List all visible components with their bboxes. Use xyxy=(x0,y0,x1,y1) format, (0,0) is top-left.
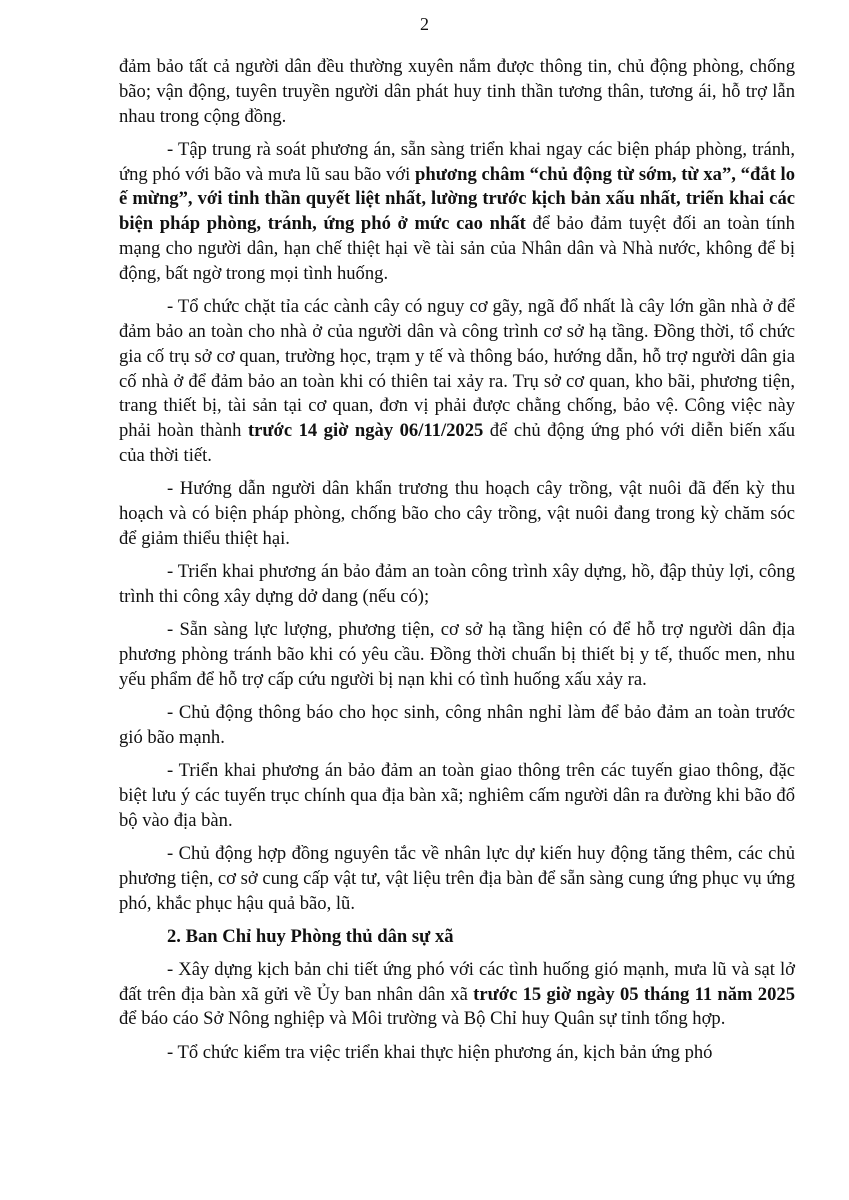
text-run: - Hướng dẫn người dân khẩn trương thu hoạch cây trồng, vật nuôi đã đến kỳ thu hoạch và có biện pháp phòng, chống bão cho cây trồng, vật nuôi đang trong kỳ chăm sóc để giảm thiểu thiệt hại. xyxy=(119,478,795,549)
text-run: - Chủ động hợp đồng nguyên tắc về nhân lực dự kiến huy động tăng thêm, các chủ phương tiện, cơ sở cung cấp vật tư, vật liệu trên địa bàn để sẵn sàng cung ứng phục vụ ứng phó, khắc phục hậu quả bão, lũ. xyxy=(119,843,796,914)
paragraph xyxy=(119,701,795,751)
bold-text-run: trước 15 giờ ngày 05 tháng 11 năm 2025 xyxy=(473,983,795,1005)
text-run: để chủ động ứng phó với diễn biến xấu của thời tiết. xyxy=(119,420,796,466)
text-run: - Tập trung rà soát phương án, sẵn sàng triển khai ngay các biện pháp phòng, tránh, ứng phó với bão và mưa lũ sau bão với xyxy=(119,138,795,185)
paragraph xyxy=(119,842,795,916)
paragraph xyxy=(119,138,795,287)
text-run: - Tổ chức kiểm tra việc triển khai thực hiện phương án, kịch bản ứng phó xyxy=(167,1041,713,1063)
paragraph xyxy=(119,1041,795,1066)
text-run: - Tổ chức chặt tỉa các cành cây có nguy cơ gãy, ngã đổ nhất là cây lớn gần nhà ở để đảm bảo an toàn cho nhà ở của người dân và công trình cơ sở hạ tầng. Đồng thời, tổ chức gia cố trụ sở cơ quan, trường học, trạm y tế và thông báo, hướng dẫn, hỗ trợ người dân gia cố nhà ở để đảm bảo an toàn khi có thiên tai xảy ra. Trụ sở cơ quan, kho bãi, phương tiện, trang thiết bị, tài sản tại cơ quan, đơn vị phải được chằng chống, bảo vệ. Công việc này phải hoàn thành xyxy=(119,296,795,442)
section-title: Ban Chỉ huy Phòng thủ dân sự xã xyxy=(185,926,454,947)
text-run: - Triển khai phương án bảo đảm an toàn giao thông trên các tuyến giao thông, đặc biệt lưu ý các tuyến trục chính qua địa bàn xã; nghiêm cấm người dân ra đường khi bão đổ bộ vào địa bàn. xyxy=(119,760,795,831)
paragraph xyxy=(119,958,795,1032)
text-run: - Sẵn sàng lực lượng, phương tiện, cơ sở hạ tầng hiện có để hỗ trợ người dân địa phương phòng tránh bão khi có yêu cầu. Đồng thời chuẩn bị thiết bị y tế, thuốc men, nhu yếu phẩm để hỗ trợ cấp cứu người bị nạn khi có tình huống xấu xảy ra. xyxy=(119,619,795,690)
section-heading: 2. Ban Chỉ huy Phòng thủ dân sự xã xyxy=(167,926,454,947)
section-1-body xyxy=(119,55,795,917)
paragraph xyxy=(119,560,795,610)
bold-text-run: phương châm “chủ động từ sớm, từ xa”, “đắt lo ế mừng”, với tinh thần quyết liệt nhất, lường trước kịch bản xấu nhất, triển khai các biện pháp phòng, tránh, ứng phó ở mức cao nhất xyxy=(119,163,795,235)
section-2-body xyxy=(119,958,795,1066)
paragraph xyxy=(119,618,795,692)
paragraph xyxy=(119,295,795,469)
text-run: - Chủ động thông báo cho học sinh, công nhân nghỉ làm để bảo đảm an toàn trước gió bão mạnh. xyxy=(119,702,795,748)
text-run: - Triển khai phương án bảo đảm an toàn công trình xây dựng, hồ, đập thủy lợi, công trình thi công xây dựng dở dang (nếu có); xyxy=(119,561,795,607)
document-body xyxy=(119,55,795,1074)
section-number: 2 xyxy=(167,926,177,947)
text-run: để báo cáo Sở Nông nghiệp và Môi trường và Bộ Chỉ huy Quân sự tỉnh tổng hợp. xyxy=(119,1008,726,1030)
text-run: để bảo đảm tuyệt đối an toàn tính mạng cho người dân, hạn chế thiệt hại về tài sản của Nhân dân và Nhà nước, không để bị động, bất ngờ trong mọi tình huống. xyxy=(119,213,795,284)
bold-text-run: trước 14 giờ ngày 06/11/2025 xyxy=(247,420,484,442)
paragraph xyxy=(119,55,795,129)
text-run: - Xây dựng kịch bản chi tiết ứng phó với các tình huống gió mạnh, mưa lũ và sạt lở đất trên địa bàn xã gửi về Ủy ban nhân dân xã xyxy=(119,958,795,1005)
page-number: 2 xyxy=(420,14,429,34)
paragraph xyxy=(119,759,795,833)
paragraph xyxy=(119,477,795,551)
text-run: đảm bảo tất cả người dân đều thường xuyên nắm được thông tin, chủ động phòng, chống bão; vận động, tuyên truyền người dân phát huy tinh thần tương thân, tương ái, hỗ trợ lẫn nhau trong cộng đồng. xyxy=(119,56,795,127)
